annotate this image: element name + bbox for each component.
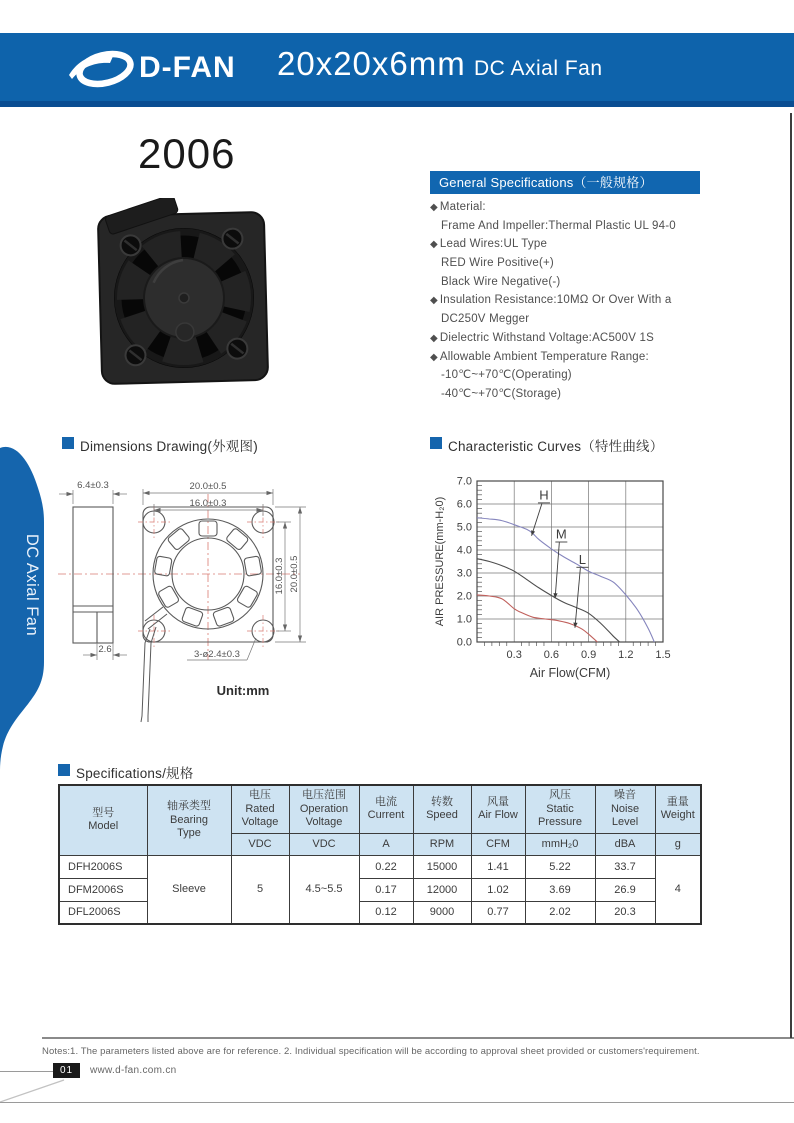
dim-outer-width: 20.0±0.5 (189, 481, 227, 492)
cell-airflow: 1.41 (471, 855, 525, 878)
section-bullet-icon (62, 437, 74, 449)
page-subtitle: DC Axial Fan (474, 57, 603, 80)
spec-table-section-title: Specifications/规格 (76, 766, 194, 781)
dim-side-width: 6.4±0.3 (77, 480, 109, 491)
section-bullet-icon (430, 437, 442, 449)
dfan-logo-swoosh-icon (64, 42, 142, 96)
cell-model: DFL2006S (59, 901, 147, 924)
dimensions-drawing (50, 460, 390, 730)
svg-text:6.0: 6.0 (456, 498, 472, 511)
side-tab (0, 440, 48, 785)
col-weight: 重量 Weight (655, 785, 701, 833)
footer-notes: Notes:1. The parameters listed above are for reference. 2. Individual specification will be according to approval sheet provided or customers'requirement. (42, 1046, 700, 1057)
page-box-leader-line (0, 1071, 53, 1072)
diamond-bullet-icon: ◆ (430, 351, 438, 363)
general-specs-header: General Specifications（一般规格） (430, 171, 700, 194)
cell-noise: 20.3 (595, 901, 655, 924)
cell-airflow: 0.77 (471, 901, 525, 924)
cell-current: 0.22 (359, 855, 413, 878)
spec-line: Frame And Impeller:Thermal Plastic UL 94-0 (441, 219, 676, 232)
cell-pressure: 3.69 (525, 878, 595, 901)
svg-text:1.2: 1.2 (618, 649, 634, 661)
svg-text:0.3: 0.3 (506, 649, 522, 661)
col-airflow: 风量 Air Flow (471, 785, 525, 833)
side-tab-label: DC Axial Fan (23, 533, 41, 637)
unit-dba: dBA (595, 833, 655, 855)
svg-text:0.9: 0.9 (580, 649, 597, 661)
brand-name: D-FAN (139, 51, 236, 84)
section-bullet-icon (58, 764, 70, 776)
col-bearing: 轴承类型 Bearing Type (147, 785, 231, 855)
cell-noise: 33.7 (595, 855, 655, 878)
dim-hole-pitch-v: 16.0±0.3 (274, 557, 285, 595)
cell-model: DFH2006S (59, 855, 147, 878)
cell-speed: 12000 (413, 878, 471, 901)
front-view (143, 507, 274, 642)
svg-text:H: H (539, 487, 549, 503)
cell-model: DFM2006S (59, 878, 147, 901)
spec-line: -40℃~+70℃(Storage) (441, 387, 562, 400)
svg-text:3.0: 3.0 (456, 567, 472, 580)
col-speed: 转数 Speed (413, 785, 471, 833)
cell-airflow: 1.02 (471, 878, 525, 901)
svg-text:1.0: 1.0 (456, 613, 472, 626)
svg-text:2.0: 2.0 (456, 590, 472, 603)
svg-text:0.0: 0.0 (456, 636, 472, 649)
cell-weight: 4 (655, 855, 701, 924)
cell-pressure: 2.02 (525, 901, 595, 924)
cell-bearing: Sleeve (147, 855, 231, 924)
fan-product-photo (88, 198, 278, 390)
col-current: 电流 Current (359, 785, 413, 833)
spec-line: ◆ Dielectric Withstand Voltage:AC500V 1S (430, 331, 654, 344)
col-rated-voltage: 电压 Rated Voltage (231, 785, 289, 833)
spec-line: ◆ Lead Wires:UL Type (430, 238, 548, 251)
general-specs-list (430, 198, 760, 404)
cell-speed: 15000 (413, 855, 471, 878)
dim-holes: 3-ø2.4±0.3 (194, 649, 240, 660)
col-noise: 噪音 Noise Level (595, 785, 655, 833)
cell-rated: 5 (231, 855, 289, 924)
characteristic-curves-chart (430, 455, 770, 705)
unit-vdc: VDC (289, 833, 359, 855)
curves-section-title: Characteristic Curves（特性曲线） (448, 439, 664, 454)
svg-text:7.0: 7.0 (456, 475, 472, 488)
diamond-bullet-icon: ◆ (430, 332, 438, 344)
cell-current: 0.17 (359, 878, 413, 901)
unit-vdc: VDC (231, 833, 289, 855)
cell-noise: 26.9 (595, 878, 655, 901)
dim-outer-height: 20.0±0.5 (289, 555, 300, 593)
diamond-bullet-icon: ◆ (430, 295, 438, 307)
spec-line: ◆ Insulation Resistance:10MΩ Or Over With a (430, 294, 672, 307)
table-row (59, 855, 701, 878)
col-operation-voltage: 电压范围 Operation Voltage (289, 785, 359, 833)
unit-label: Unit:mm (216, 683, 270, 698)
corner-crease-line (0, 1078, 70, 1104)
specifications-table (58, 784, 702, 925)
website-url: www.d-fan.com.cn (90, 1065, 177, 1076)
page-title: 20x20x6mm (277, 45, 466, 82)
svg-text:AIR PRESSURE(mm-H₂0): AIR PRESSURE(mm-H₂0) (434, 496, 446, 627)
col-static-pressure: 风压 Static Pressure (525, 785, 595, 833)
spec-line: DC250V Megger (441, 313, 530, 326)
unit-g: g (655, 833, 701, 855)
svg-text:4.0: 4.0 (456, 544, 472, 557)
footer-rule (42, 1037, 794, 1039)
svg-text:Air Flow(CFM): Air Flow(CFM) (529, 666, 611, 680)
header-bottom-stripe (0, 101, 794, 107)
svg-text:5.0: 5.0 (456, 521, 472, 534)
spec-line: -10℃~+70℃(Operating) (441, 369, 572, 382)
cell-pressure: 5.22 (525, 855, 595, 878)
diamond-bullet-icon: ◆ (430, 202, 438, 213)
svg-text:L: L (578, 551, 587, 567)
svg-text:M: M (555, 526, 567, 542)
cell-speed: 9000 (413, 901, 471, 924)
page-number-badge: 01 (53, 1063, 80, 1078)
centerlines (58, 494, 300, 660)
dim-hole-pitch-h: 16.0±0.3 (189, 498, 227, 509)
cell-current: 0.12 (359, 901, 413, 924)
dimensions-section-title: Dimensions Drawing(外观图) (80, 439, 258, 454)
diamond-bullet-icon: ◆ (430, 239, 438, 251)
bottom-rule (0, 1102, 794, 1103)
unit-rpm: RPM (413, 833, 471, 855)
cell-operation: 4.5~5.5 (289, 855, 359, 924)
svg-text:1.5: 1.5 (655, 649, 671, 661)
spec-line: Black Wire Negative(-) (441, 275, 561, 288)
dimension-lines (59, 489, 306, 660)
spec-line: ◆ Material: (430, 201, 486, 213)
spec-line: RED Wire Positive(+) (441, 257, 554, 270)
col-model: 型号 Model (59, 785, 147, 855)
table-header-row (59, 785, 701, 833)
unit-cfm: CFM (471, 833, 525, 855)
side-view (73, 507, 113, 643)
page-edge-line (790, 113, 792, 1038)
svg-text:0.6: 0.6 (543, 649, 560, 661)
unit-mmh2o: mmH₂0 (525, 833, 595, 855)
unit-a: A (359, 833, 413, 855)
dim-step: 2.6 (98, 644, 112, 655)
hole-centermarks (138, 506, 279, 647)
model-number: 2006 (138, 130, 236, 177)
spec-line: ◆ Allowable Ambient Temperature Range: (430, 350, 649, 363)
